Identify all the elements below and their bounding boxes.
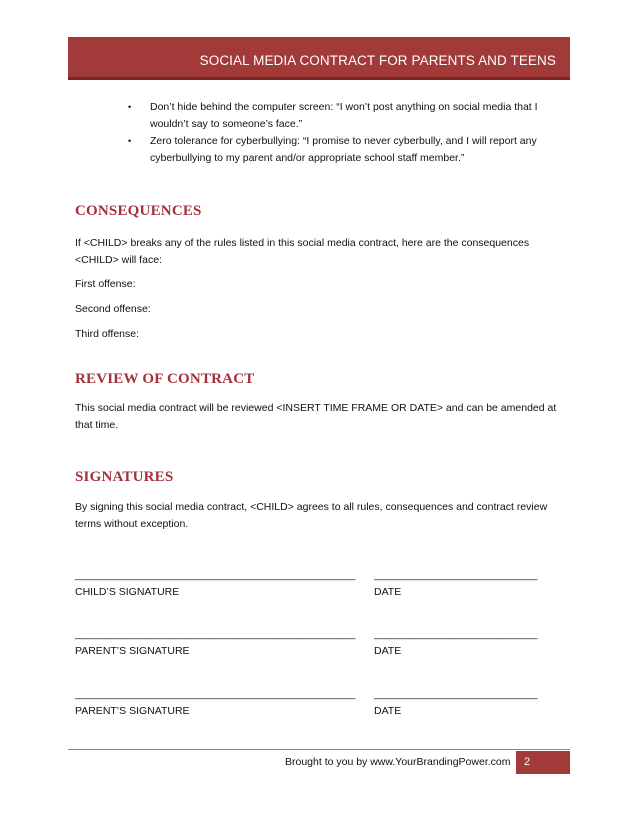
list-item bbox=[128, 99, 568, 133]
parent-date-line[interactable]: ____________________________ bbox=[374, 628, 538, 640]
footer-text: Brought to you by www.YourBrandingPower.com bbox=[285, 756, 511, 768]
page-number-box bbox=[516, 751, 570, 774]
bullet-text: Zero tolerance for cyberbullying: “I promise to never cyberbully, and I will report any cyberbullying to my parent and/or appropriate school staff member.” bbox=[150, 135, 537, 164]
second-offense-label: Second offense: bbox=[75, 303, 151, 315]
review-heading: REVIEW OF CONTRACT bbox=[75, 371, 255, 387]
third-offense-label: Third offense: bbox=[75, 328, 140, 340]
child-signature-line[interactable]: ________________________________________________ bbox=[75, 569, 356, 581]
bullet-icon: • bbox=[128, 102, 132, 112]
parent-date-line[interactable]: ____________________________ bbox=[374, 688, 538, 700]
child-date-line[interactable]: ____________________________ bbox=[374, 569, 538, 581]
child-date-label: DATE bbox=[374, 586, 402, 598]
header-bar bbox=[68, 37, 570, 80]
parent-signature-label: PARENT’S SIGNATURE bbox=[75, 705, 190, 717]
review-text: This social media contract will be reviewed <INSERT TIME FRAME OR DATE> and can be amended at that time. bbox=[75, 402, 557, 431]
first-offense-label: First offense: bbox=[75, 278, 136, 290]
footer-rule bbox=[68, 749, 570, 750]
page-header-title: SOCIAL MEDIA CONTRACT FOR PARENTS AND TEENS bbox=[199, 53, 556, 68]
bullet-icon: • bbox=[128, 136, 132, 146]
parent-date-label: DATE bbox=[374, 645, 402, 657]
signatures-heading: SIGNATURES bbox=[75, 469, 174, 485]
child-signature-label: CHILD’S SIGNATURE bbox=[75, 586, 180, 598]
consequences-heading: CONSEQUENCES bbox=[75, 203, 202, 219]
parent-signature-line[interactable]: ________________________________________________ bbox=[75, 688, 356, 700]
bullet-text: Don’t hide behind the computer screen: “I won’t post anything on social media that I wouldn’t say to someone’s face.” bbox=[150, 101, 538, 130]
page-number: 2 bbox=[524, 756, 531, 768]
list-item bbox=[128, 133, 568, 167]
parent-date-label: DATE bbox=[374, 705, 402, 717]
parent-signature-label: PARENT’S SIGNATURE bbox=[75, 645, 190, 657]
signatures-text: By signing this social media contract, <CHILD> agrees to all rules, consequences and contract review terms without exception. bbox=[75, 501, 548, 530]
consequences-intro: If <CHILD> breaks any of the rules listed in this social media contract, here are the consequences <CHILD> will face: bbox=[75, 237, 530, 266]
parent-signature-line[interactable]: ________________________________________________ bbox=[75, 628, 356, 640]
bullet-list bbox=[128, 99, 568, 167]
